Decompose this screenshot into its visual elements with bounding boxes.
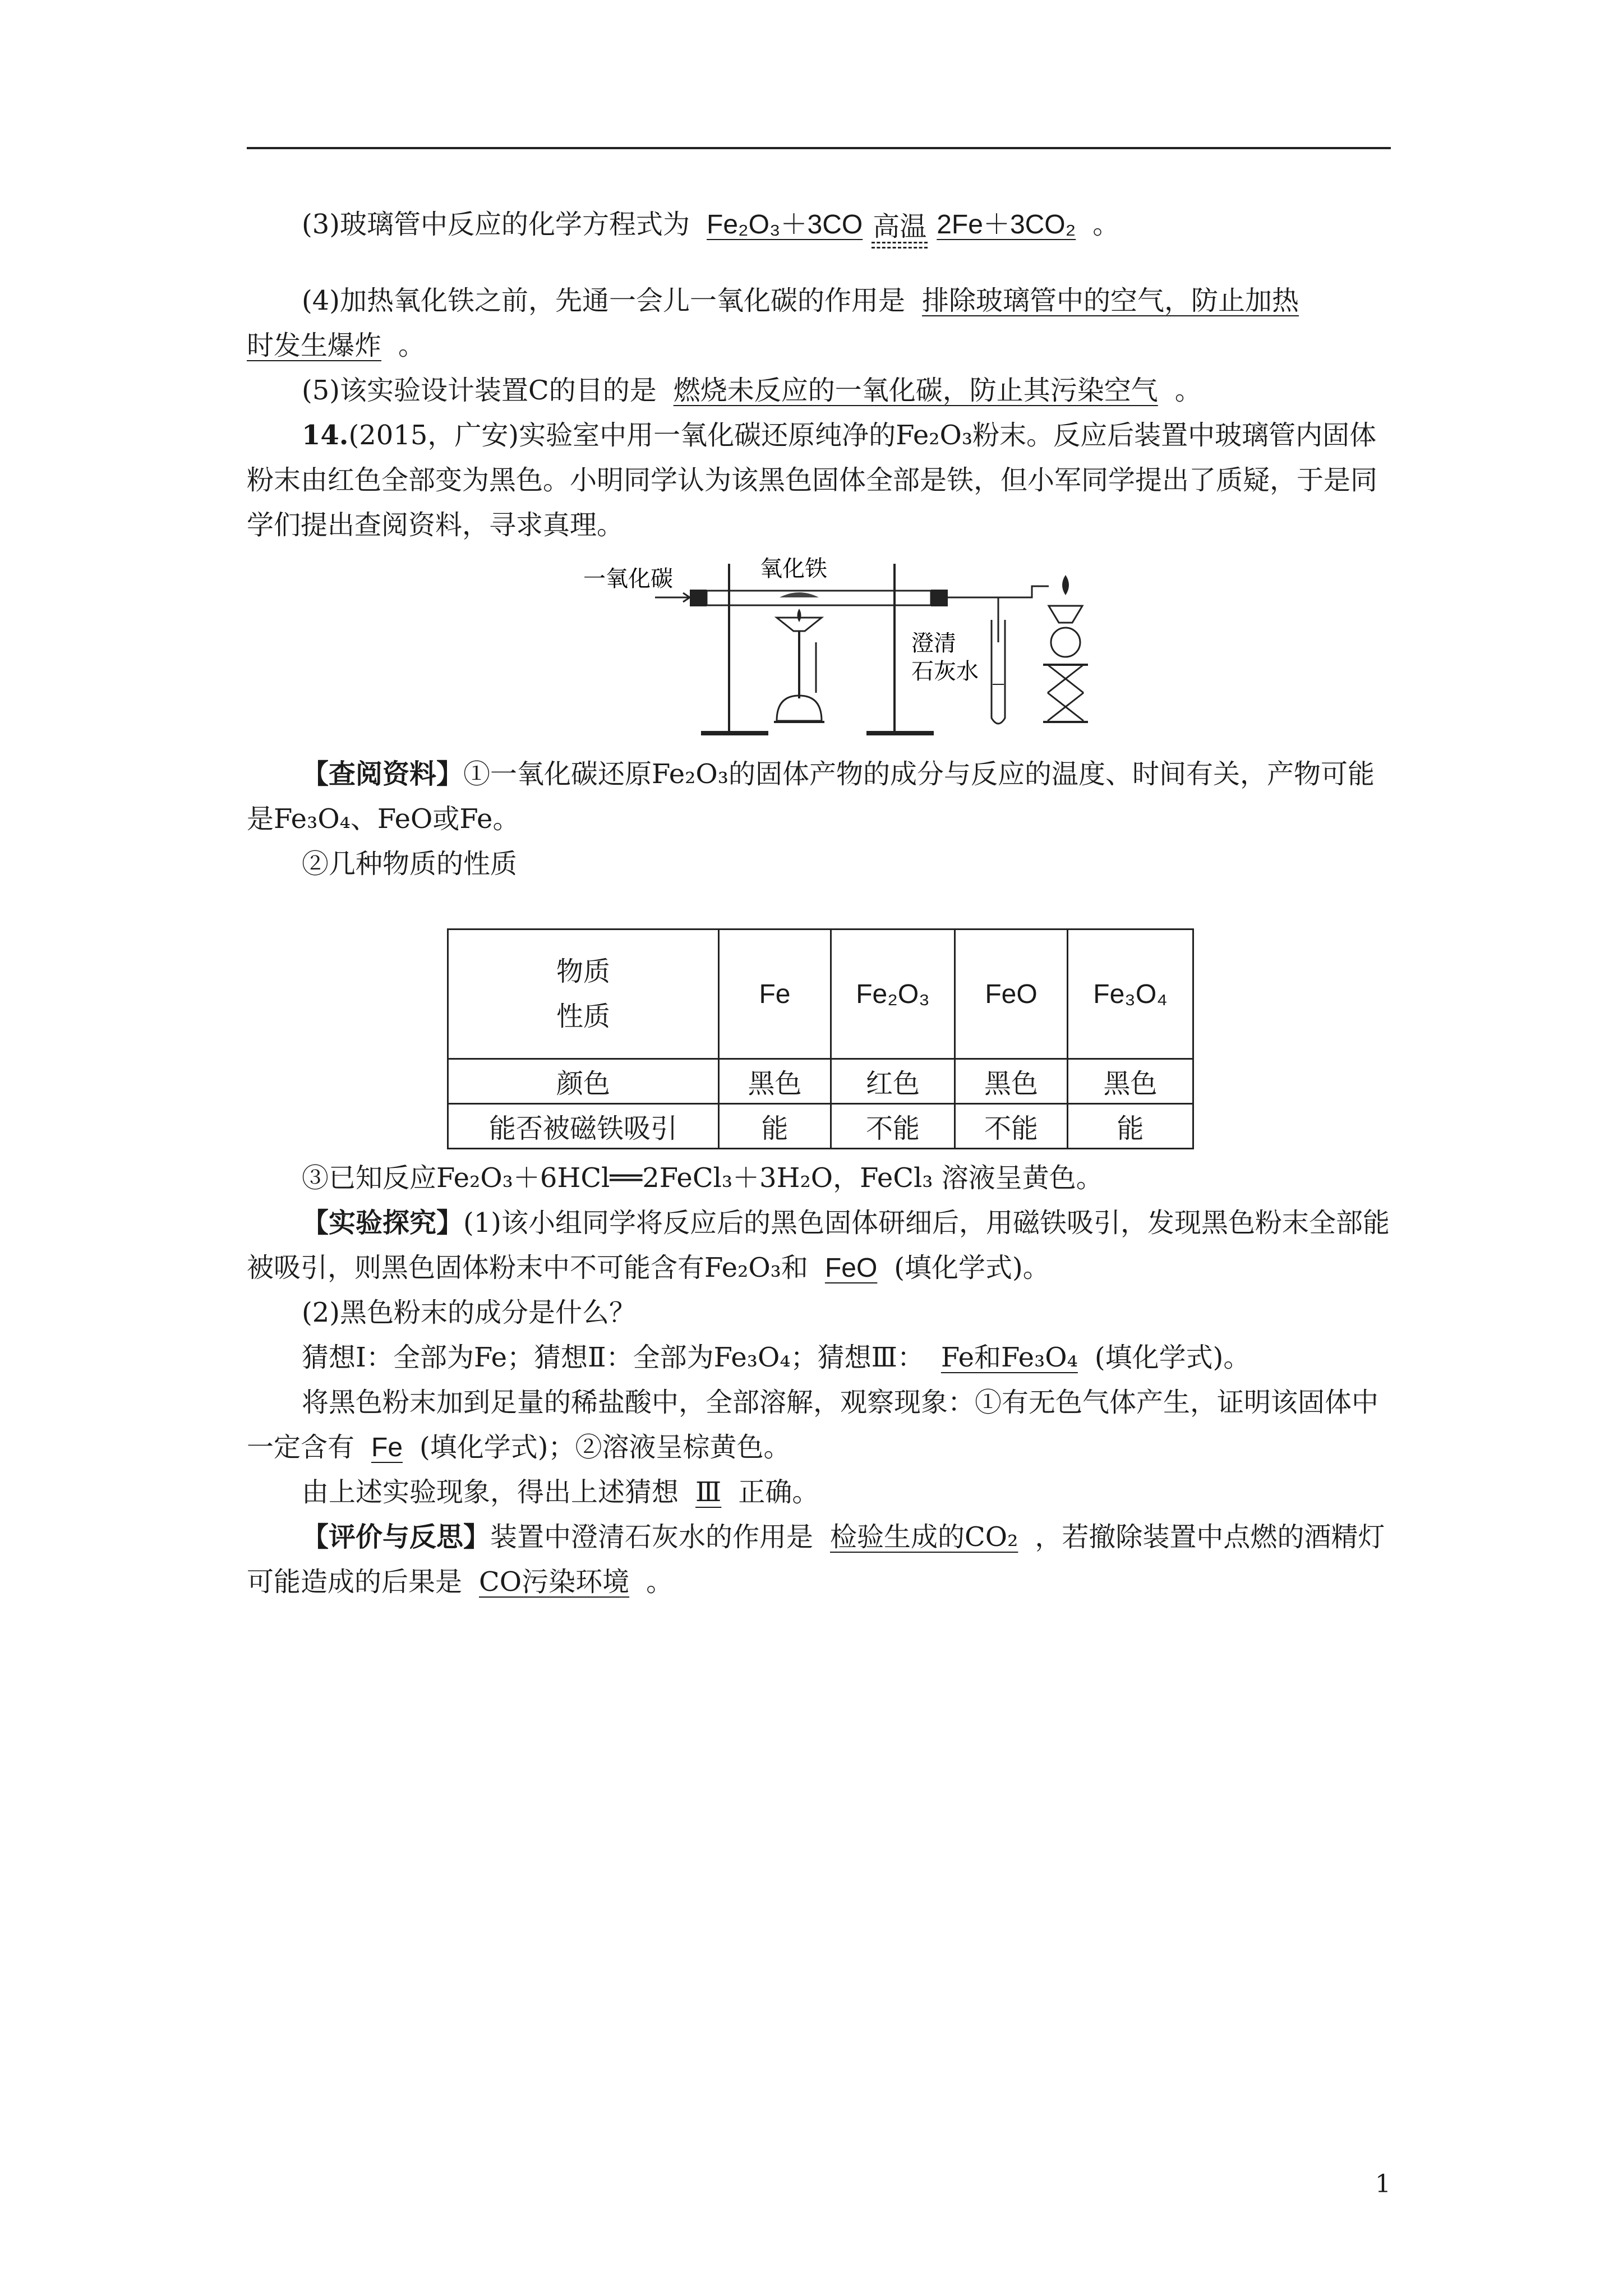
q14-stem: 实验室中用一氧化碳还原纯净的Fe₂O₃粉末。反应后装置中玻璃管内固体粉末由红色全部变为黑色。小明同学认为该黑色固体全部是铁，但小军同学提出了质疑，于是同学们提出查阅资料，寻求真理。: [247, 420, 1378, 541]
question-4: [247, 278, 1446, 323]
q5-prompt: (5)该实验设计装置C的目的是: [302, 375, 657, 406]
q5-end: 。: [1174, 375, 1202, 406]
research-item-2: [247, 841, 1446, 886]
observation: [247, 1380, 1391, 1470]
table-cell: 不能: [955, 1104, 1068, 1149]
q5-answer: 燃烧未反应的一氧化碳，防止其污染空气: [673, 375, 1158, 406]
guess-line: [247, 1335, 1446, 1380]
header-fe: Fe: [719, 930, 831, 1059]
q3-prompt: (3)玻璃管中反应的化学方程式为: [302, 209, 690, 240]
explore-heading: 【实验探究】: [302, 1207, 464, 1239]
q3-end: 。: [1092, 209, 1120, 240]
research-text-2: ②几种物质的性质: [302, 848, 518, 880]
reflection-answer-2: CO污染环境: [479, 1566, 630, 1598]
corner-bottom-label: 性质: [556, 1001, 610, 1032]
observation-end: (填化学式)；②溶液呈棕黄色。: [419, 1432, 791, 1463]
delivery-tube-2: [998, 586, 1049, 597]
conclusion-answer: Ⅲ: [695, 1476, 722, 1508]
table-cell: 黑色: [1068, 1059, 1193, 1104]
table-cell: 能: [1068, 1104, 1193, 1149]
q4-answer-line2: 时发生爆炸: [247, 330, 382, 361]
guess-answer: Fe和Fe₃O₄: [940, 1342, 1078, 1373]
explore-text-1: (1)该小组同学将反应后的黑色固体研细后，用磁铁吸引，发现黑色粉末全部能被吸引，则黑色固体粉末中不可能含有Fe₂O₃和: [247, 1207, 1390, 1283]
question-4-cont: [247, 323, 1391, 368]
reflection-answer-1: 检验生成的CO₂: [830, 1521, 1018, 1553]
row-label-magnetic: 能否被磁铁吸引: [448, 1104, 719, 1149]
iron-oxide-label: 氧化铁: [760, 556, 827, 582]
q14-number: 14.: [302, 420, 349, 451]
reflection-text-2: ，若撤除装置中点燃的酒精灯可能造成的后果是: [247, 1521, 1385, 1598]
table-header-row: [448, 930, 1193, 1059]
reflection-text-1: 装置中澄清石灰水的作用是: [490, 1521, 814, 1553]
table-cell: 不能: [831, 1104, 955, 1149]
row-label-color: 颜色: [448, 1059, 719, 1104]
corner-top-label: 物质: [556, 956, 610, 987]
explore-text-2: (2)黑色粉末的成分是什么？: [302, 1297, 636, 1328]
explore-part-2: [247, 1290, 1446, 1335]
table-cell: 红色: [831, 1059, 955, 1104]
header-fe3o4: Fe₃O₄: [1068, 930, 1193, 1059]
reflection-end: 。: [646, 1566, 674, 1598]
burner-flame: [797, 609, 801, 622]
reflection-heading: 【评价与反思】: [302, 1521, 491, 1553]
research-text-3: ③已知反应Fe₂O₃＋6HCl══2FeCl₃＋3H₂O，FeCl₃ 溶液呈黄色。: [302, 1162, 1103, 1194]
conclusion-text: 由上述实验现象，得出上述猜想: [302, 1476, 679, 1508]
lab-jack: [1048, 665, 1083, 721]
stopper-right: [931, 590, 948, 606]
co-label: 一氧化碳: [583, 566, 673, 592]
reaction-condition: [872, 213, 928, 249]
iron-oxide-powder: [780, 592, 819, 597]
page-number: 1: [1375, 2170, 1391, 2198]
condition-text: 高温: [873, 212, 927, 242]
q14-source: (2015，广安): [348, 420, 519, 451]
table-cell: 能: [719, 1104, 831, 1149]
properties-table: [447, 928, 1194, 1149]
table-row: [448, 1104, 1193, 1149]
table-cell: 黑色: [955, 1059, 1068, 1104]
equation-reactants: Fe₂O₃＋3CO: [707, 210, 863, 240]
q4-answer-line1: 排除玻璃管中的空气，防止加热: [922, 285, 1299, 316]
q3-answer-blank: [690, 210, 1092, 240]
table-corner-cell: [448, 930, 719, 1059]
explore-answer-1: FeO: [824, 1253, 878, 1283]
explore-part-1: [247, 1200, 1391, 1291]
glass-tube: [707, 591, 931, 605]
research-item-3: [247, 1156, 1446, 1200]
guess-text: 猜想Ⅰ：全部为Fe；猜想Ⅱ：全部为Fe₃O₄；猜想Ⅲ：: [302, 1342, 924, 1373]
limewater-label-1: 澄清: [911, 631, 956, 656]
observation-answer: Fe: [371, 1433, 403, 1462]
research-item-1: [247, 752, 1391, 841]
alcohol-lamp-flame: [1062, 575, 1069, 595]
conclusion-end: 正确。: [738, 1476, 819, 1508]
reflection: [247, 1515, 1391, 1604]
apparatus-diagram: [583, 553, 1133, 743]
equals-sign: [872, 242, 928, 249]
table-row: [448, 1059, 1193, 1104]
table-cell: 黑色: [719, 1059, 831, 1104]
burner-base: [777, 696, 822, 721]
question-14: [247, 413, 1391, 547]
alcohol-lamp-body: [1051, 628, 1080, 657]
question-5: [247, 368, 1446, 413]
equation-products: 2Fe＋3CO₂: [937, 210, 1076, 240]
q4-end: 。: [398, 330, 426, 361]
research-text-1: ①一氧化碳还原Fe₂O₃的固体产物的成分与反应的温度、时间有关，产物可能是Fe₃O₄、FeO或Fe。: [247, 758, 1375, 835]
guess-end: (填化学式)。: [1094, 1342, 1251, 1373]
limewater-label-2: 石灰水: [911, 659, 979, 684]
header-feo: FeO: [955, 930, 1068, 1059]
alcohol-lamp-cap: [1049, 606, 1082, 623]
q4-prompt: (4)加热氧化铁之前，先通一会儿一氧化碳的作用是: [302, 285, 905, 316]
header-rule: [247, 147, 1391, 149]
header-fe2o3: Fe₂O₃: [831, 930, 955, 1059]
research-heading: 【查阅资料】: [302, 758, 464, 790]
explore-end-1: (填化学式)。: [894, 1252, 1050, 1283]
conclusion: [247, 1470, 1446, 1515]
observation-text: 将黑色粉末加到足量的稀盐酸中，全部溶解，观察现象：①有无色气体产生，证明该固体中一定含有: [247, 1387, 1379, 1463]
question-3: [247, 202, 1446, 249]
stopper-left: [690, 590, 707, 606]
